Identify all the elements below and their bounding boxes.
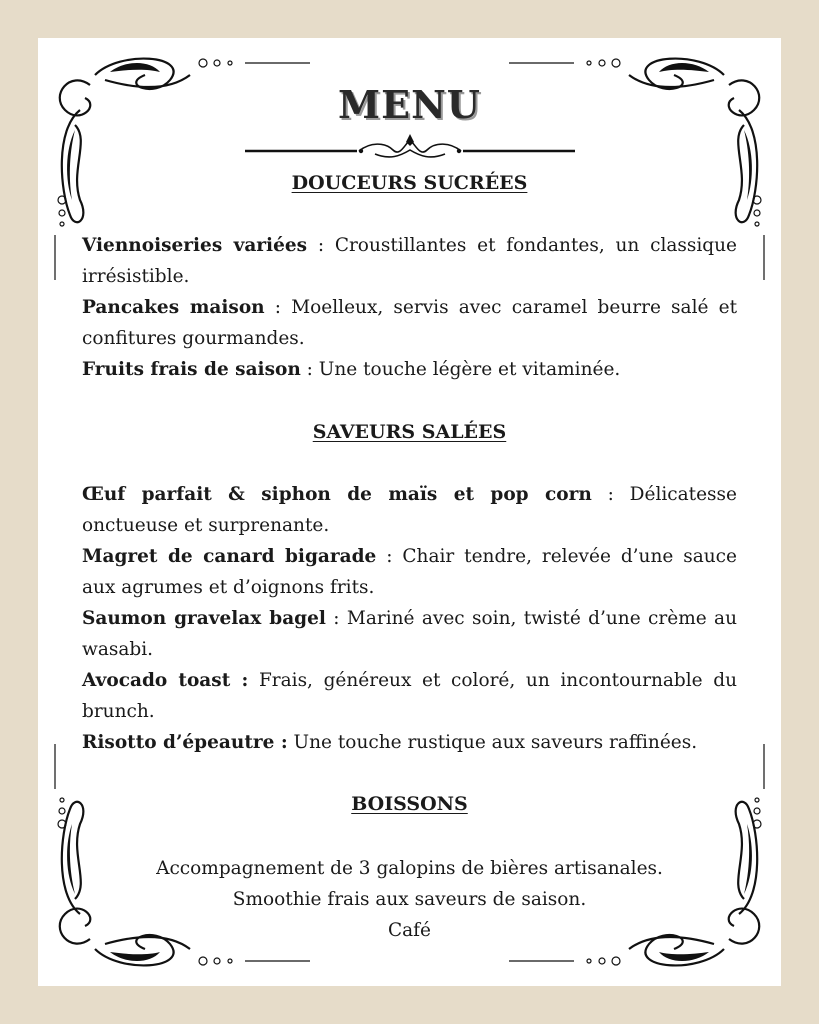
section-boissons-items: [0, 853, 819, 946]
menu-title: MENU: [338, 82, 481, 127]
item-name: Fruits frais de saison: [82, 359, 301, 380]
list-item: [82, 541, 737, 603]
title-divider-flourish: [245, 132, 575, 162]
drink-line: Accompagnement de 3 galopins de bières artisanales.: [156, 858, 663, 879]
section-heading-boissons: BOISSONS: [351, 793, 468, 815]
item-name: Avocado toast :: [82, 670, 249, 691]
list-item: [82, 292, 737, 354]
item-desc: Frais, généreux et coloré, un incontournable du brunch.: [82, 670, 738, 722]
section-heading-douceurs: DOUCEURS SUCRÉES: [291, 172, 528, 194]
drink-line: Café: [388, 920, 431, 941]
item-desc: : Mariné avec soin, twisté d’une crème au wasabi.: [82, 608, 737, 660]
item-name: Magret de canard bigarade: [82, 546, 377, 567]
section-heading-saveurs: SAVEURS SALÉES: [312, 421, 507, 443]
list-item: [82, 354, 737, 385]
item-desc: : Chair tendre, relevée d’une sauce aux agrumes et d’oignons frits.: [82, 546, 737, 598]
list-item: [82, 727, 737, 758]
list-item: [82, 603, 737, 665]
item-desc: : Une touche légère et vitaminée.: [300, 359, 621, 380]
list-item: [82, 479, 737, 541]
item-desc: : Délicatesse onctueuse et surprenante.: [82, 484, 737, 536]
section-saveurs-items: [82, 479, 737, 758]
item-name: Pancakes maison: [82, 297, 265, 318]
section-douceurs-items: [82, 230, 737, 385]
item-name: Risotto d’épeautre :: [82, 732, 288, 753]
list-item: [82, 230, 737, 292]
item-name: Viennoiseries variées: [82, 235, 308, 256]
drink-line: Smoothie frais aux saveurs de saison.: [232, 889, 587, 910]
item-desc: : Moelleux, servis avec caramel beurre salé et confitures gourmandes.: [82, 297, 737, 349]
list-item: [82, 665, 737, 727]
item-name: Œuf parfait & siphon de maïs et pop corn: [82, 484, 592, 505]
item-desc: : Croustillantes et fondantes, un classique irrésistible.: [82, 235, 738, 287]
item-name: Saumon gravelax bagel: [82, 608, 326, 629]
item-desc: Une touche rustique aux saveurs raffinées.: [287, 732, 698, 753]
